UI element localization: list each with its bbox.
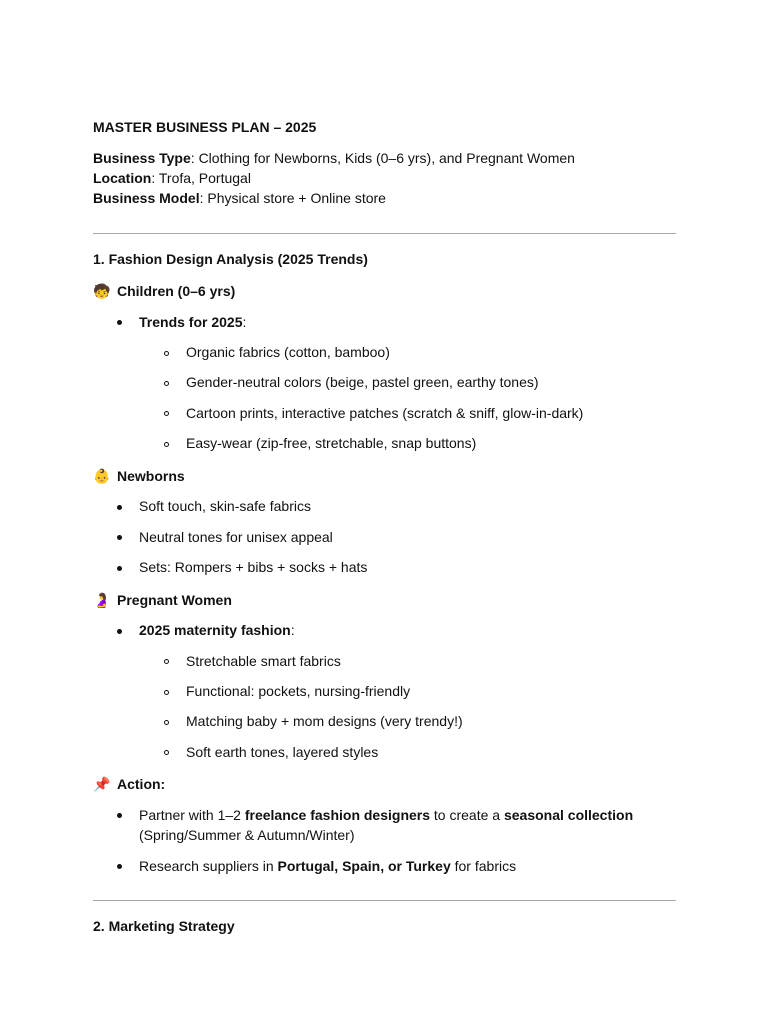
section-2-heading: 2. Marketing Strategy: [93, 918, 235, 934]
action-emphasis: freelance fashion designers: [244, 807, 431, 823]
business-model-line: [93, 188, 386, 208]
bullet-icon: [117, 566, 122, 571]
list-item: [139, 620, 295, 640]
bullet-icon: [117, 629, 122, 634]
pregnant-heading: Pregnant Women: [117, 592, 232, 608]
document-title: MASTER BUSINESS PLAN – 2025: [93, 119, 317, 135]
action-text: for fabrics: [450, 858, 517, 874]
list-item: [139, 312, 246, 332]
maternity-fashion-label: 2025 maternity fashion: [139, 622, 291, 638]
action-text: Research suppliers in: [139, 858, 278, 874]
list-item: [139, 805, 633, 825]
divider: [93, 900, 676, 901]
location-line: [93, 168, 251, 188]
business-type-separator: :: [190, 150, 199, 166]
bullet-icon: [117, 813, 122, 818]
bullet-icon: [117, 320, 122, 325]
sub-bullet-icon: [164, 659, 169, 664]
child-face-icon: 🧒: [93, 284, 111, 300]
maternity-fashion-colon: :: [290, 622, 295, 638]
trends-colon: :: [242, 314, 247, 330]
list-item: Sets: Rompers + bibs + socks + hats: [139, 559, 368, 575]
business-type-label: Business Type: [93, 150, 191, 166]
sub-bullet-icon: [164, 351, 169, 356]
section-1-heading: 1. Fashion Design Analysis (2025 Trends): [93, 251, 368, 267]
baby-face-icon: 👶: [93, 469, 111, 485]
pregnant-heading-line: [93, 590, 232, 611]
list-item: Organic fabrics (cotton, bamboo): [186, 344, 390, 360]
trends-label: Trends for 2025: [139, 314, 243, 330]
list-item: Soft touch, skin-safe fabrics: [139, 498, 311, 514]
action-text: to create a: [430, 807, 504, 823]
list-item: [139, 856, 516, 876]
pregnant-woman-icon: 🤰: [93, 593, 111, 609]
action-emphasis: seasonal collection: [503, 807, 634, 823]
sub-bullet-icon: [164, 442, 169, 447]
bullet-icon: [117, 535, 122, 540]
business-model-value: Physical store + Online store: [207, 190, 386, 206]
sub-bullet-icon: [164, 720, 169, 725]
pushpin-icon: 📌: [93, 777, 111, 793]
location-separator: :: [151, 170, 159, 186]
bullet-icon: [117, 864, 122, 869]
business-type-value: Clothing for Newborns, Kids (0–6 yrs), and Pregnant Women: [198, 150, 575, 166]
list-item: Stretchable smart fabrics: [186, 653, 341, 669]
list-item: Cartoon prints, interactive patches (scratch & sniff, glow-in-dark): [186, 405, 584, 421]
business-model-separator: :: [199, 190, 208, 206]
list-item: Neutral tones for unisex appeal: [139, 529, 333, 545]
children-heading-line: [93, 281, 235, 302]
list-item: Functional: pockets, nursing-friendly: [186, 683, 411, 699]
action-text: Partner with 1–2: [139, 807, 245, 823]
children-heading: Children (0–6 yrs): [117, 283, 236, 299]
sub-bullet-icon: [164, 690, 169, 695]
sub-bullet-icon: [164, 381, 169, 386]
list-item: Matching baby + mom designs (very trendy!): [186, 713, 463, 729]
business-type-line: [93, 148, 575, 168]
location-value: Trofa, Portugal: [158, 170, 251, 186]
newborns-heading: Newborns: [117, 468, 185, 484]
sub-bullet-icon: [164, 411, 169, 416]
list-item: Gender-neutral colors (beige, pastel green, earthy tones): [186, 374, 539, 390]
sub-bullet-icon: [164, 750, 169, 755]
location-label: Location: [93, 170, 152, 186]
list-item: Easy-wear (zip-free, stretchable, snap buttons): [186, 435, 477, 451]
action-heading-line: [93, 774, 165, 795]
bullet-icon: [117, 505, 122, 510]
divider: [93, 233, 676, 234]
action-heading: Action:: [117, 776, 166, 792]
business-model-label: Business Model: [93, 190, 200, 206]
newborns-heading-line: [93, 466, 185, 487]
action-emphasis: Portugal, Spain, or Turkey: [277, 858, 451, 874]
list-item: Soft earth tones, layered styles: [186, 744, 379, 760]
list-item-continuation: (Spring/Summer & Autumn/Winter): [139, 827, 355, 843]
